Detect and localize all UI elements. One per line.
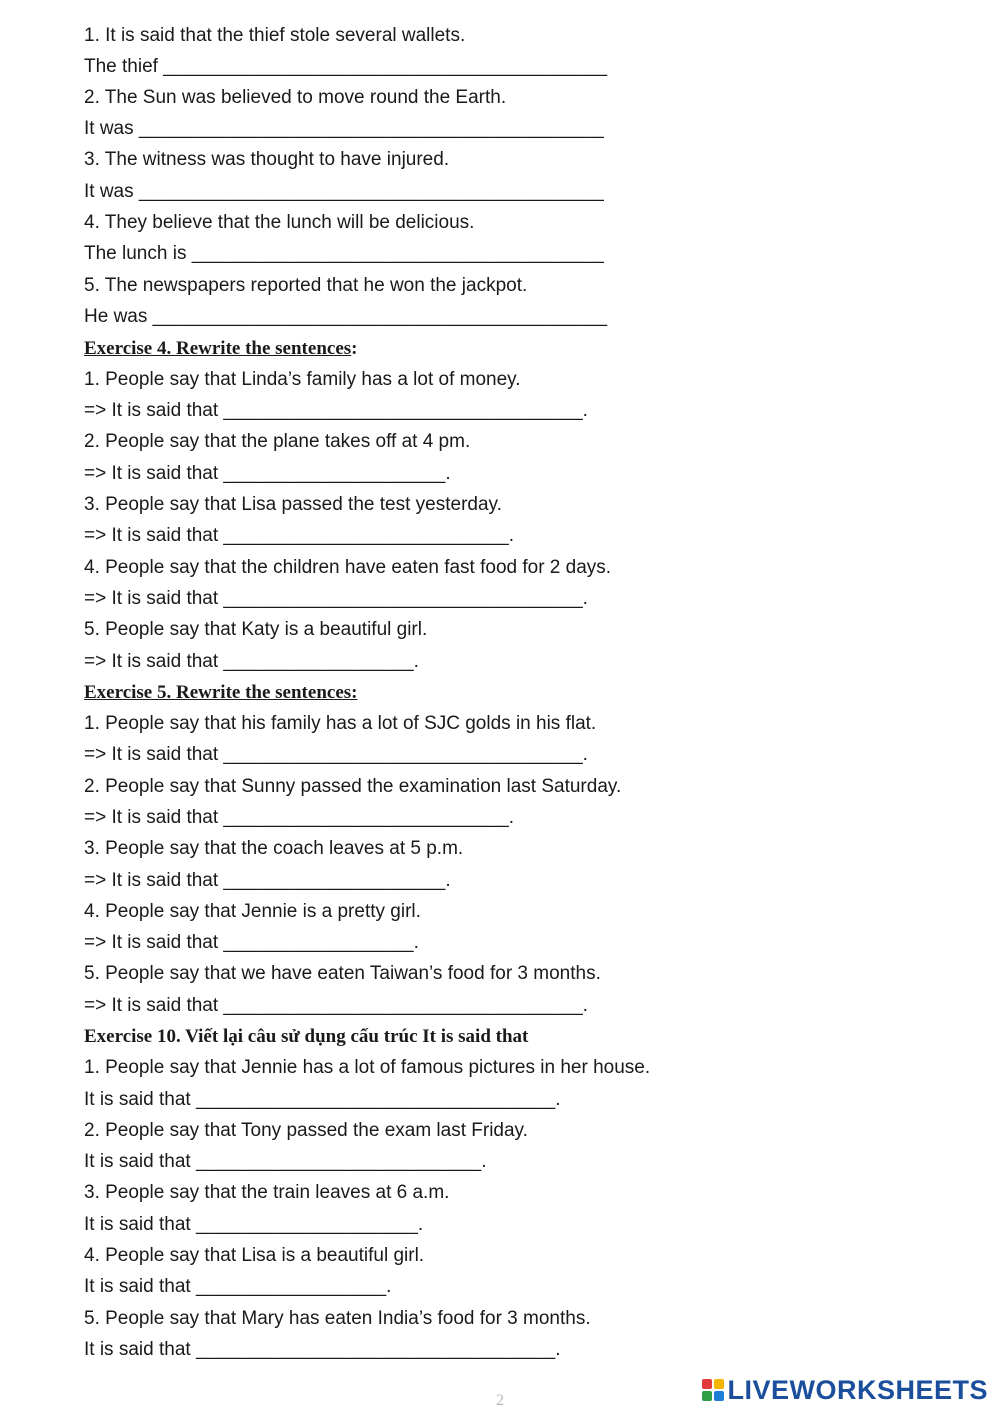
ex10-answer-line-4: It is said that __________________. [84,1276,392,1297]
page-number: 2 [496,1392,504,1409]
ex4-answer-line-1: => It is said that __________________________________. [84,400,588,421]
question-3: 3. The witness was thought to have injured. [84,149,450,170]
ex5-answer-line-4: => It is said that __________________. [84,932,419,953]
ex10-answer-line-3: It is said that _____________________. [84,1214,424,1235]
ex5-answer-line-3: => It is said that _____________________. [84,870,451,891]
answer-line-3: It was ____________________________________________ [84,181,604,202]
ex10-question-2: 2. People say that Tony passed the exam last Friday. [84,1120,528,1141]
ex10-question-3: 3. People say that the train leaves at 6 a.m. [84,1182,450,1203]
ex4-question-5: 5. People say that Katy is a beautiful girl. [84,619,428,640]
ex4-answer-line-2: => It is said that _____________________. [84,463,451,484]
ex10-question-5: 5. People say that Mary has eaten India’s food for 3 months. [84,1308,591,1329]
ex5-question-2: 2. People say that Sunny passed the examination last Saturday. [84,776,622,797]
ex4-answer-line-5: => It is said that __________________. [84,651,419,672]
ex10-answer-line-2: It is said that ___________________________. [84,1151,487,1172]
question-5: 5. The newspapers reported that he won the jackpot. [84,275,528,296]
ex5-answer-line-1: => It is said that __________________________________. [84,744,588,765]
liveworksheets-brand[interactable] [701,1374,988,1406]
ex4-question-1: 1. People say that Linda’s family has a lot of money. [84,369,521,390]
ex10-answer-line-5: It is said that __________________________________. [84,1339,561,1360]
ex5-question-4: 4. People say that Jennie is a pretty girl. [84,901,421,922]
ex4-answer-line-3: => It is said that ___________________________. [84,525,514,546]
ex10-question-1: 1. People say that Jennie has a lot of famous pictures in her house. [84,1057,651,1078]
exercise-10-title: Exercise 10. Viết lại câu sử dụng cấu trúc It is said that [84,1026,529,1047]
ex4-question-3: 3. People say that Lisa passed the test yesterday. [84,494,502,515]
answer-line-5: He was ___________________________________________ [84,306,608,327]
exercise-4-title-colon: : [351,338,358,359]
liveworksheets-logo-icon [701,1378,725,1402]
ex5-question-5: 5. People say that we have eaten Taiwan’s food for 3 months. [84,963,601,984]
ex10-answer-line-1: It is said that __________________________________. [84,1089,561,1110]
ex10-question-4: 4. People say that Lisa is a beautiful girl. [84,1245,425,1266]
answer-line-2: It was ____________________________________________ [84,118,604,139]
exercise-5-title: Exercise 5. Rewrite the sentences: [84,682,358,703]
exercise-4-title [84,333,357,364]
question-2: 2. The Sun was believed to move round the Earth. [84,87,507,108]
ex5-answer-line-5: => It is said that __________________________________. [84,995,588,1016]
ex4-question-4: 4. People say that the children have eaten fast food for 2 days. [84,557,612,578]
exercise-4-title-text: Exercise 4. Rewrite the sentences [84,338,352,359]
answer-line-1: The thief __________________________________________ [84,56,608,77]
ex5-question-1: 1. People say that his family has a lot of SJC golds in his flat. [84,713,597,734]
ex4-answer-line-4: => It is said that __________________________________. [84,588,588,609]
ex5-question-3: 3. People say that the coach leaves at 5 p.m. [84,838,464,859]
answer-line-4: The lunch is _______________________________________ [84,243,604,264]
question-4: 4. They believe that the lunch will be delicious. [84,212,475,233]
question-1: 1. It is said that the thief stole several wallets. [84,25,466,46]
brand-name: LIVEWORKSHEETS [727,1374,988,1405]
ex5-answer-line-2: => It is said that ___________________________. [84,807,514,828]
ex4-question-2: 2. People say that the plane takes off at 4 pm. [84,431,471,452]
